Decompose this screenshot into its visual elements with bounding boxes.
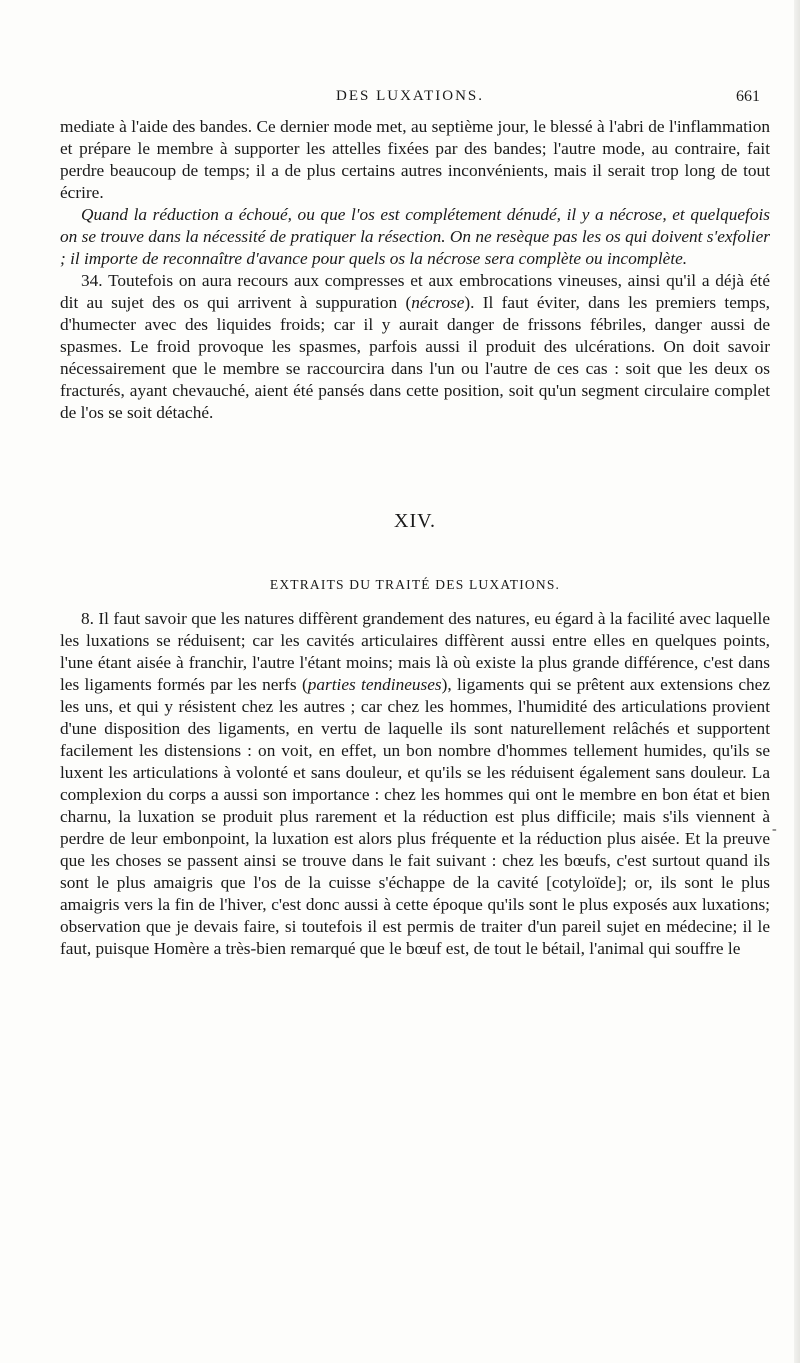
paragraph-34-start: 34. Toutefois on aura recours aux compresses et aux embrocations vineuses, ainsi qu'il a déjà été dit au sujet des os qui arrivent à suppuration (: [60, 271, 770, 312]
italic-paragraph: Quand la réduction a échoué, ou que l'os est complétement dénudé, il y a nécrose, et quelquefois on se trouve dans la nécessité de pratiquer la résection. On ne resèque pas les os qui doivent s'exfolier ; il importe de reconnaître d'avance pour quels os la nécrose sera complète ou incomplète.: [60, 205, 770, 268]
paragraph-34-end: ). Il faut éviter, dans les premiers temps, d'humecter avec des liquides froids; car il y aurait danger de frissons fébriles, danger aussi de spasmes. Le froid provoque les spasmes, parfois aussi il produit des ulcérations. On doit savoir nécessairement que le membre se raccourcira dans l'un ou l'autre de ces cas : soit que les deux os fracturés, ayant chevauché, aient été pansés dans cette position, soit qu'un segment circulaire complet de l'os se soit détaché.: [60, 293, 770, 422]
paragraph-8-start: 8. Il faut savoir que les natures diffèrent grandement des natures, eu égard à la facilité avec laquelle les luxations se réduisent; car les cavités articulaires diffèrent aussi entre elles en quelques points, l'une étant aisée à franchir, l'autre l'étant moins; mais là où existe la plus grande différence, c'est dans les ligaments formés par les nerfs (: [60, 609, 770, 694]
section-title: EXTRAITS DU TRAITÉ DES LUXATIONS.: [269, 577, 561, 592]
paper-edge: [794, 0, 800, 1363]
page-number: 661: [736, 88, 760, 105]
running-head: DES LUXATIONS.: [336, 88, 484, 104]
page-header: [60, 88, 760, 112]
paragraph-continuation: mediate à l'aide des bandes. Ce dernier mode met, au septième jour, le blessé à l'abri de l'inflammation et prépare le membre à supporter les attelles fixées par des bandes; l'autre mode, au contraire, fait perdre beaucoup de temps; il a de plus certains autres inconvénients, mais il serait trop long de tout écrire.: [60, 117, 770, 202]
paragraph-34-italic: nécrose: [411, 293, 465, 312]
paragraph-8: [60, 608, 770, 960]
paragraph-8-italic: parties tendineuses: [307, 675, 442, 694]
page-body: [60, 116, 770, 960]
section-number: XIV.: [394, 510, 436, 532]
paragraph-8-end: ), ligaments qui se prêtent aux extensions chez les uns, et qui y résistent chez les autres ; car chez les hommes, l'humidité des articulations provient d'une disposition des ligaments, en vertu de laquelle ils sont naturellement relâchés et supportent facilement les distensions : on voit, en effet, un bon nombre d'hommes tellement humides, qu'ils se luxent les articulations à volonté et sans douleur, et qu'ils se les réduisent également sans douleur. La complexion du corps a aussi son importance : chez les hommes qui ont le membre en bon état et bien charnu, la luxation se produit plus rarement et la réduction est plus difficile; mais s'ils viennent à perdre de leur embonpoint, la luxation est alors plus fréquente et la réduction plus aisée. Et la preuve que les choses se passent ainsi se trouve dans le fait suivant : chez les bœufs, c'est surtout quand ils sont le plus amaigris que l'os de la cuisse s'échappe de la cavité [cotyloïde]; or, ils sont le plus amaigris vers la fin de l'hiver, c'est donc aussi à cette époque qu'ils sont le plus exposés aux luxations; observation que je devais faire, si toutefois il est permis de traiter d'un pareil sujet en médecine; il le faut, puisque Homère a très-bien remarqué que le bœuf est, de tout le bétail, l'animal qui souffre le: [60, 675, 771, 958]
paragraph-34: [60, 270, 770, 424]
margin-mark: -: [772, 822, 777, 837]
